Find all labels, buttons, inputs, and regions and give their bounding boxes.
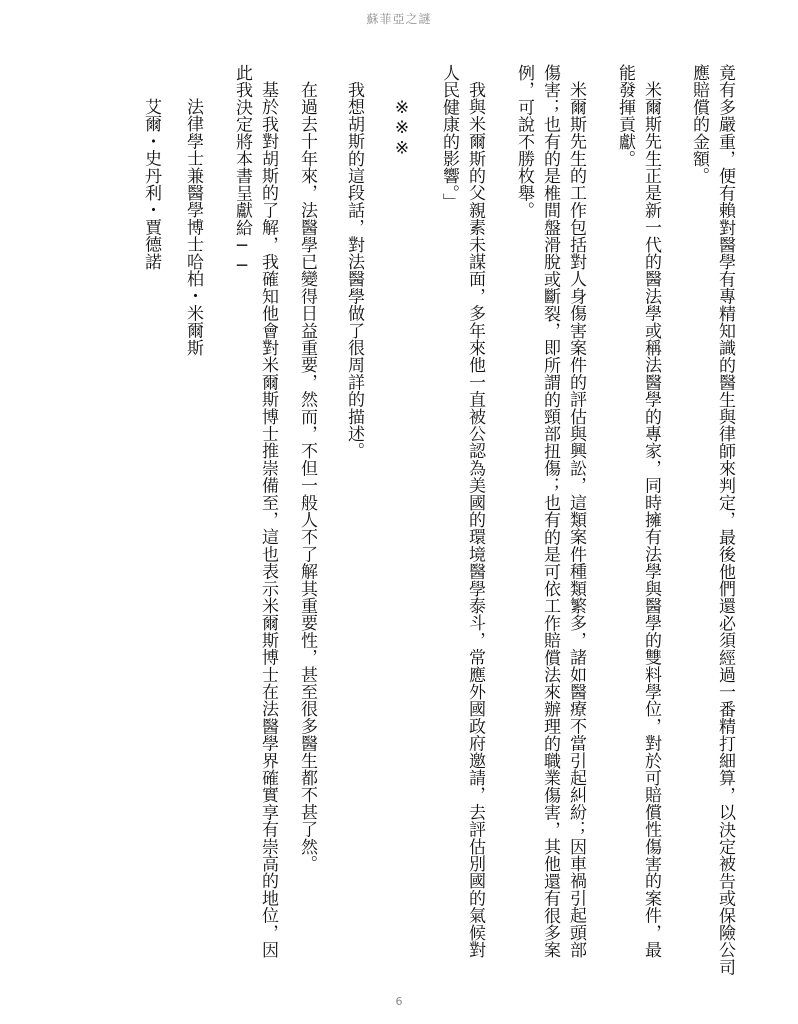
section-break: ※※※: [392, 98, 412, 159]
text-column: 基於我對胡斯的了解，我確知他會對米爾斯博士推崇備至，這也表示米爾斯博士在法醫學界確實享有崇高的地位，因: [258, 81, 278, 959]
running-head: 蘇菲亞之謎: [366, 12, 432, 26]
author-signature: 艾爾・史丹利・賈德諾: [141, 98, 161, 270]
text-column: 此我決定將本書呈獻給──: [232, 64, 252, 277]
text-column: 在過去十年來，法醫學已變得日益重要，然而，不但一般人不了解其重要性，甚至很多醫生都不甚了然。: [297, 81, 317, 873]
text-column: 我想胡斯的這段話，對法醫學做了很周詳的描述。: [344, 81, 364, 460]
text-column: 我與米爾斯的父親素未謀面，多年來他一直被公認為美國的環境醫學泰斗，常應外國政府邀請，去評估別國的氣候對: [465, 81, 485, 959]
text-column: 應賠償的金額。: [689, 64, 709, 185]
text-column: 米爾斯先生的工作包括對人身傷害案件的評估與興訟，這類案件種類繁多，諸如醫療不當引起糾紛；因車禍引起頭部: [566, 81, 586, 959]
text-column: 竟有多嚴重，便有賴對醫學有專精知識的醫生與律師來判定，最後他們還必須經過一番精打細算，以決定被告或保險公司: [715, 64, 735, 976]
page-number: 6: [395, 995, 403, 1008]
text-column: 米爾斯先生正是新一代的醫法學或稱法醫學的專家，同時擁有法學與醫學的雙料學位，對於可賠償性傷害的案件，最: [641, 81, 661, 959]
dedication-line: 法律學士兼醫學博士哈柏・米爾斯: [183, 98, 203, 356]
text-column: 例，可說不勝枚舉。: [514, 64, 534, 219]
text-column: 傷害；也有的是椎間盤滑脫或斷裂，即所謂的頸部扭傷；也有的是可依工作賠償法來辦理的職業傷害，其他還有很多案: [540, 64, 560, 959]
text-column: 人民健康的影響。」: [439, 64, 459, 211]
text-column: 能發揮貢獻。: [615, 64, 635, 168]
